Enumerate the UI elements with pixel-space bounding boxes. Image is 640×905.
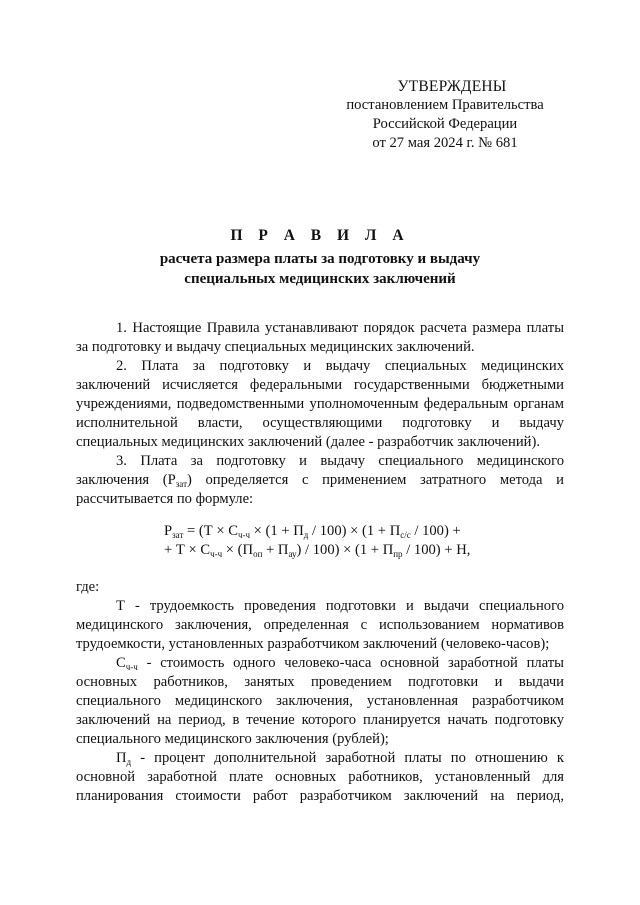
formula-line-1 xyxy=(164,522,564,541)
document-body xyxy=(76,319,564,806)
formula-text: ) / 100) × (1 + П xyxy=(296,542,394,558)
paragraph-3 xyxy=(76,452,564,509)
approval-line-2: Российской Федерации xyxy=(372,116,518,132)
formula-subscript: ч-ч xyxy=(237,530,251,540)
formula-text: / 100) × (1 + П xyxy=(308,523,401,539)
formula-symbol-p: Р xyxy=(164,523,173,539)
definition-pd-text: - процент дополнительной заработной платы по отношению к основной заработной плате основных работников, установленный для планирования стоимости работ разработчиком заключений на период, xyxy=(76,750,564,804)
definition-c-text: - стоимость одного человеко-часа основной заработной платы основных работников, занятых проведением подготовки и выдачи специального медицинского заключения, установленная разработчиком заключений на период, в течение которого планируется начать подготовку специального медицинского заключения (рублей); xyxy=(76,655,564,747)
formula-text: / 100) + xyxy=(410,523,461,539)
document-title: П Р А В И Л А xyxy=(230,227,410,244)
formula-text: × (1 + П xyxy=(250,523,304,539)
formula xyxy=(76,522,564,560)
formula-subscript: ау xyxy=(288,549,297,559)
symbol-c: С xyxy=(116,655,126,671)
where-label: где: xyxy=(76,579,100,595)
formula-subscript: ч-ч xyxy=(210,549,223,559)
symbol-pd-subscript: д xyxy=(126,757,132,767)
approval-line-3: от 27 мая 2024 г. № 681 xyxy=(372,135,518,151)
paragraph-2: 2. Плата за подготовку и выдачу специальных медицинских заключений исчисляется федеральными государственными бюджетными учреждениями, подведомственными уполномоченным федеральным органам исполнительной власти, осуществляющими подготовку и выдачу специальных медицинских заключений (далее - разработчик заключений). xyxy=(76,358,564,450)
formula-line-2 xyxy=(164,541,564,560)
formula-text: × (П xyxy=(222,542,254,558)
approval-line-1: постановлением Правительства xyxy=(346,97,544,113)
formula-subscript: зат xyxy=(172,530,184,540)
formula-text: + Т × С xyxy=(164,542,211,558)
formula-text: + П xyxy=(262,542,289,558)
symbol-c-subscript: ч-ч xyxy=(125,662,138,672)
subtitle-line-2: специальных медицинских заключений xyxy=(184,271,456,287)
formula-text: / 100) + Н, xyxy=(402,542,471,558)
formula-subscript: д xyxy=(303,530,309,540)
paragraph-3-text-a: 3. Плата за подготовку и выдачу специального медицинского заключения (Р xyxy=(76,453,564,488)
definition-pd xyxy=(76,749,564,806)
paragraph-3-text-b: ) определяется с применением затратного метода и рассчитывается по формуле: xyxy=(76,472,564,507)
formula-subscript: пр xyxy=(393,549,403,559)
formula-subscript: с/с xyxy=(400,530,411,540)
paragraph-1: 1. Настоящие Правила устанавливают порядок расчета размера платы за подготовку и выдачу специальных медицинских заключений. xyxy=(76,320,564,355)
definition-c xyxy=(76,654,564,749)
approval-block xyxy=(340,77,550,153)
paragraph-3-subscript: зат xyxy=(175,479,187,489)
definition-t: Т - трудоемкость проведения подготовки и выдачи специального медицинского заключения, определенная с использованием нормативов трудоемкости, установленных разработчиком заключений (человеко-часов); xyxy=(76,598,564,652)
symbol-pd: П xyxy=(116,750,127,766)
formula-subscript: оп xyxy=(253,549,263,559)
approval-title: УТВЕРЖДЕНЫ xyxy=(397,78,507,95)
formula-text: = (Т × С xyxy=(183,523,238,539)
subtitle-line-1: расчета размера платы за подготовку и выдачу xyxy=(159,251,481,267)
document-subtitle xyxy=(0,249,640,289)
